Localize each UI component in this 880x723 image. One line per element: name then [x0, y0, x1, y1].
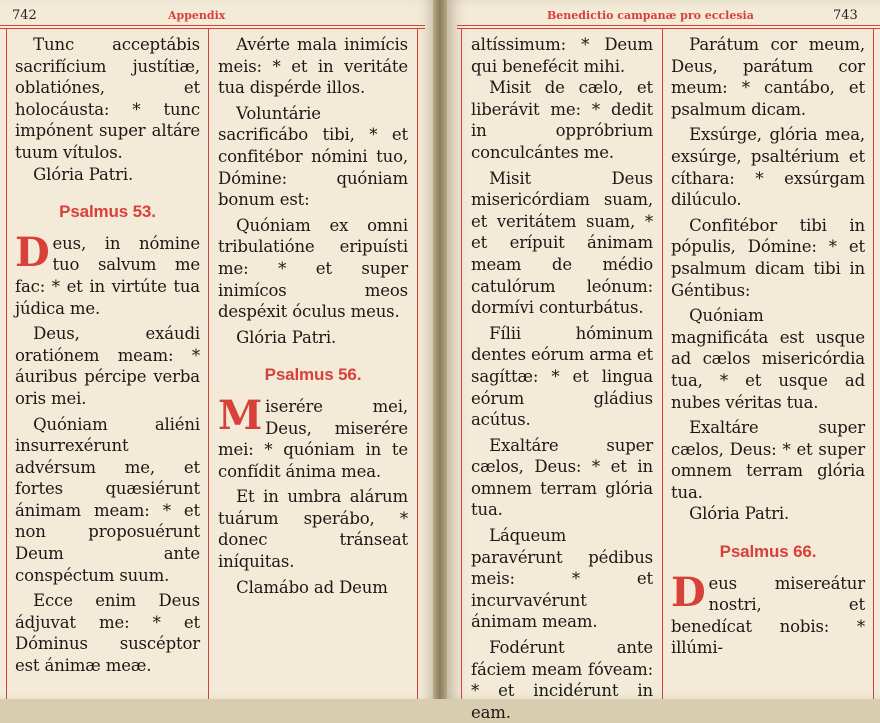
running-header: Benedictio campanæ pro ecclesia	[547, 9, 754, 22]
verse: Fodérunt ante fáciem meam fóveam: * et incidérunt in eam.	[471, 638, 653, 722]
right-page	[447, 0, 880, 722]
text-column-1	[15, 34, 200, 699]
page-number: 743	[833, 8, 858, 23]
verse: Voluntárie sacrificábo tibi, * et confitébor nómini tuo, Dómine: quóniam bonum est:	[218, 103, 408, 210]
verse: Misit de cælo, et liberávit me: * dedit in oppróbrium conculcántes me.	[471, 78, 653, 162]
verse: Misit Deus misericórdiam suam, et veritátem suam, * et erípuit ánimam meam de médio catulórum leónum: dormívi conturbátus.	[471, 168, 653, 318]
verse: Parátum cor meum, Deus, parátum cor meum: * cantábo, et psalmum dicam.	[671, 35, 865, 119]
verse: Exsúrge, glória mea, exsúrge, psaltérium et cíthara: * exsúrgam dilúculo.	[671, 125, 865, 210]
left-margin-rule	[6, 28, 7, 699]
column-divider	[662, 28, 663, 699]
verse: Exaltáre super cælos, Deus: * et in omnem terram glória tua.	[471, 435, 653, 520]
verse: Fílii hóminum dentes eórum arma et sagíttæ: * et lingua eórum gládius acútus.	[471, 323, 654, 430]
column-divider	[208, 28, 209, 699]
drop-cap: M	[218, 391, 263, 439]
doxology: Glória Patri.	[236, 327, 337, 347]
verse: Exaltáre super cælos, Deus: * et super omnem terram glória tua.	[671, 418, 865, 502]
verse: Deus misereátur nostri, et benedícat nobis: * illúmi-	[671, 568, 865, 658]
verse: Quóniam ex omni tribulatióne eripuísti me: * et super inimícos meos despéxit óculus meus.	[218, 215, 408, 322]
verse: Quóniam aliéni insurrexérunt advérsum me, et fortes quæsiérunt ánimam meam: * et non proposuérunt Deum ante conspéctum suum.	[15, 414, 200, 585]
drop-cap: D	[671, 568, 706, 616]
right-margin-rule	[417, 28, 418, 699]
book-gutter	[433, 0, 447, 699]
page-number: 742	[12, 8, 37, 23]
right-margin-rule	[873, 28, 874, 699]
verse: Quóniam magnificáta est usque ad cælos misericórdia tua, * et usque ad nubes véritas tua.	[671, 306, 865, 412]
header-rule-inner	[457, 28, 880, 29]
text-column-2	[218, 34, 408, 699]
left-page	[0, 0, 433, 699]
running-header: Appendix	[168, 9, 226, 22]
verse: Miserére mei, Deus, miserére mei: * quóniam in te confídit ánima mea.	[218, 391, 408, 481]
verse: Clamábo ad Deum	[236, 577, 388, 597]
text-column-1	[471, 34, 654, 722]
doxology: Glória Patri.	[689, 504, 790, 524]
drop-cap: D	[15, 228, 50, 276]
verse: Avérte mala inimícis meis: * et in veritáte tua dispérde illos.	[218, 35, 408, 98]
psalm-title: Psalmus 53.	[59, 202, 156, 222]
verse: Tunc acceptábis sacrifícium justítiæ, oblatiónes, et holocáusta: * tunc impónent super altáre tuum vítulos.	[15, 35, 200, 162]
header-rule-inner	[0, 28, 425, 29]
verse: Deus, exáudi oratiónem meam: * áuribus pércipe verba oris mei.	[15, 324, 200, 408]
psalm-title: Psalmus 56.	[264, 365, 362, 385]
verse: altíssimum: * Deum qui benefécit mihi.	[471, 35, 653, 76]
verse: Et in umbra alárum tuárum sperábo, * donec tránseat iníquitas.	[218, 487, 408, 572]
verse: Ecce enim Deus ádjuvat me: * et Dóminus suscéptor est ánimæ meæ.	[15, 591, 200, 676]
psalm-title: Psalmus 66.	[719, 542, 817, 562]
verse: Láqueum paravérunt pédibus meis: * et incurvavérunt ánimam meam.	[471, 526, 653, 632]
left-margin-rule	[461, 28, 462, 699]
verse: Confitébor tibi in pópulis, Dómine: * et psalmum dicam tibi in Géntibus:	[671, 215, 865, 300]
text-column-2	[671, 34, 865, 699]
doxology: Glória Patri.	[33, 164, 134, 184]
verse: Deus, in nómine tuo salvum me fac: * et in virtúte tua júdica me.	[15, 228, 200, 318]
